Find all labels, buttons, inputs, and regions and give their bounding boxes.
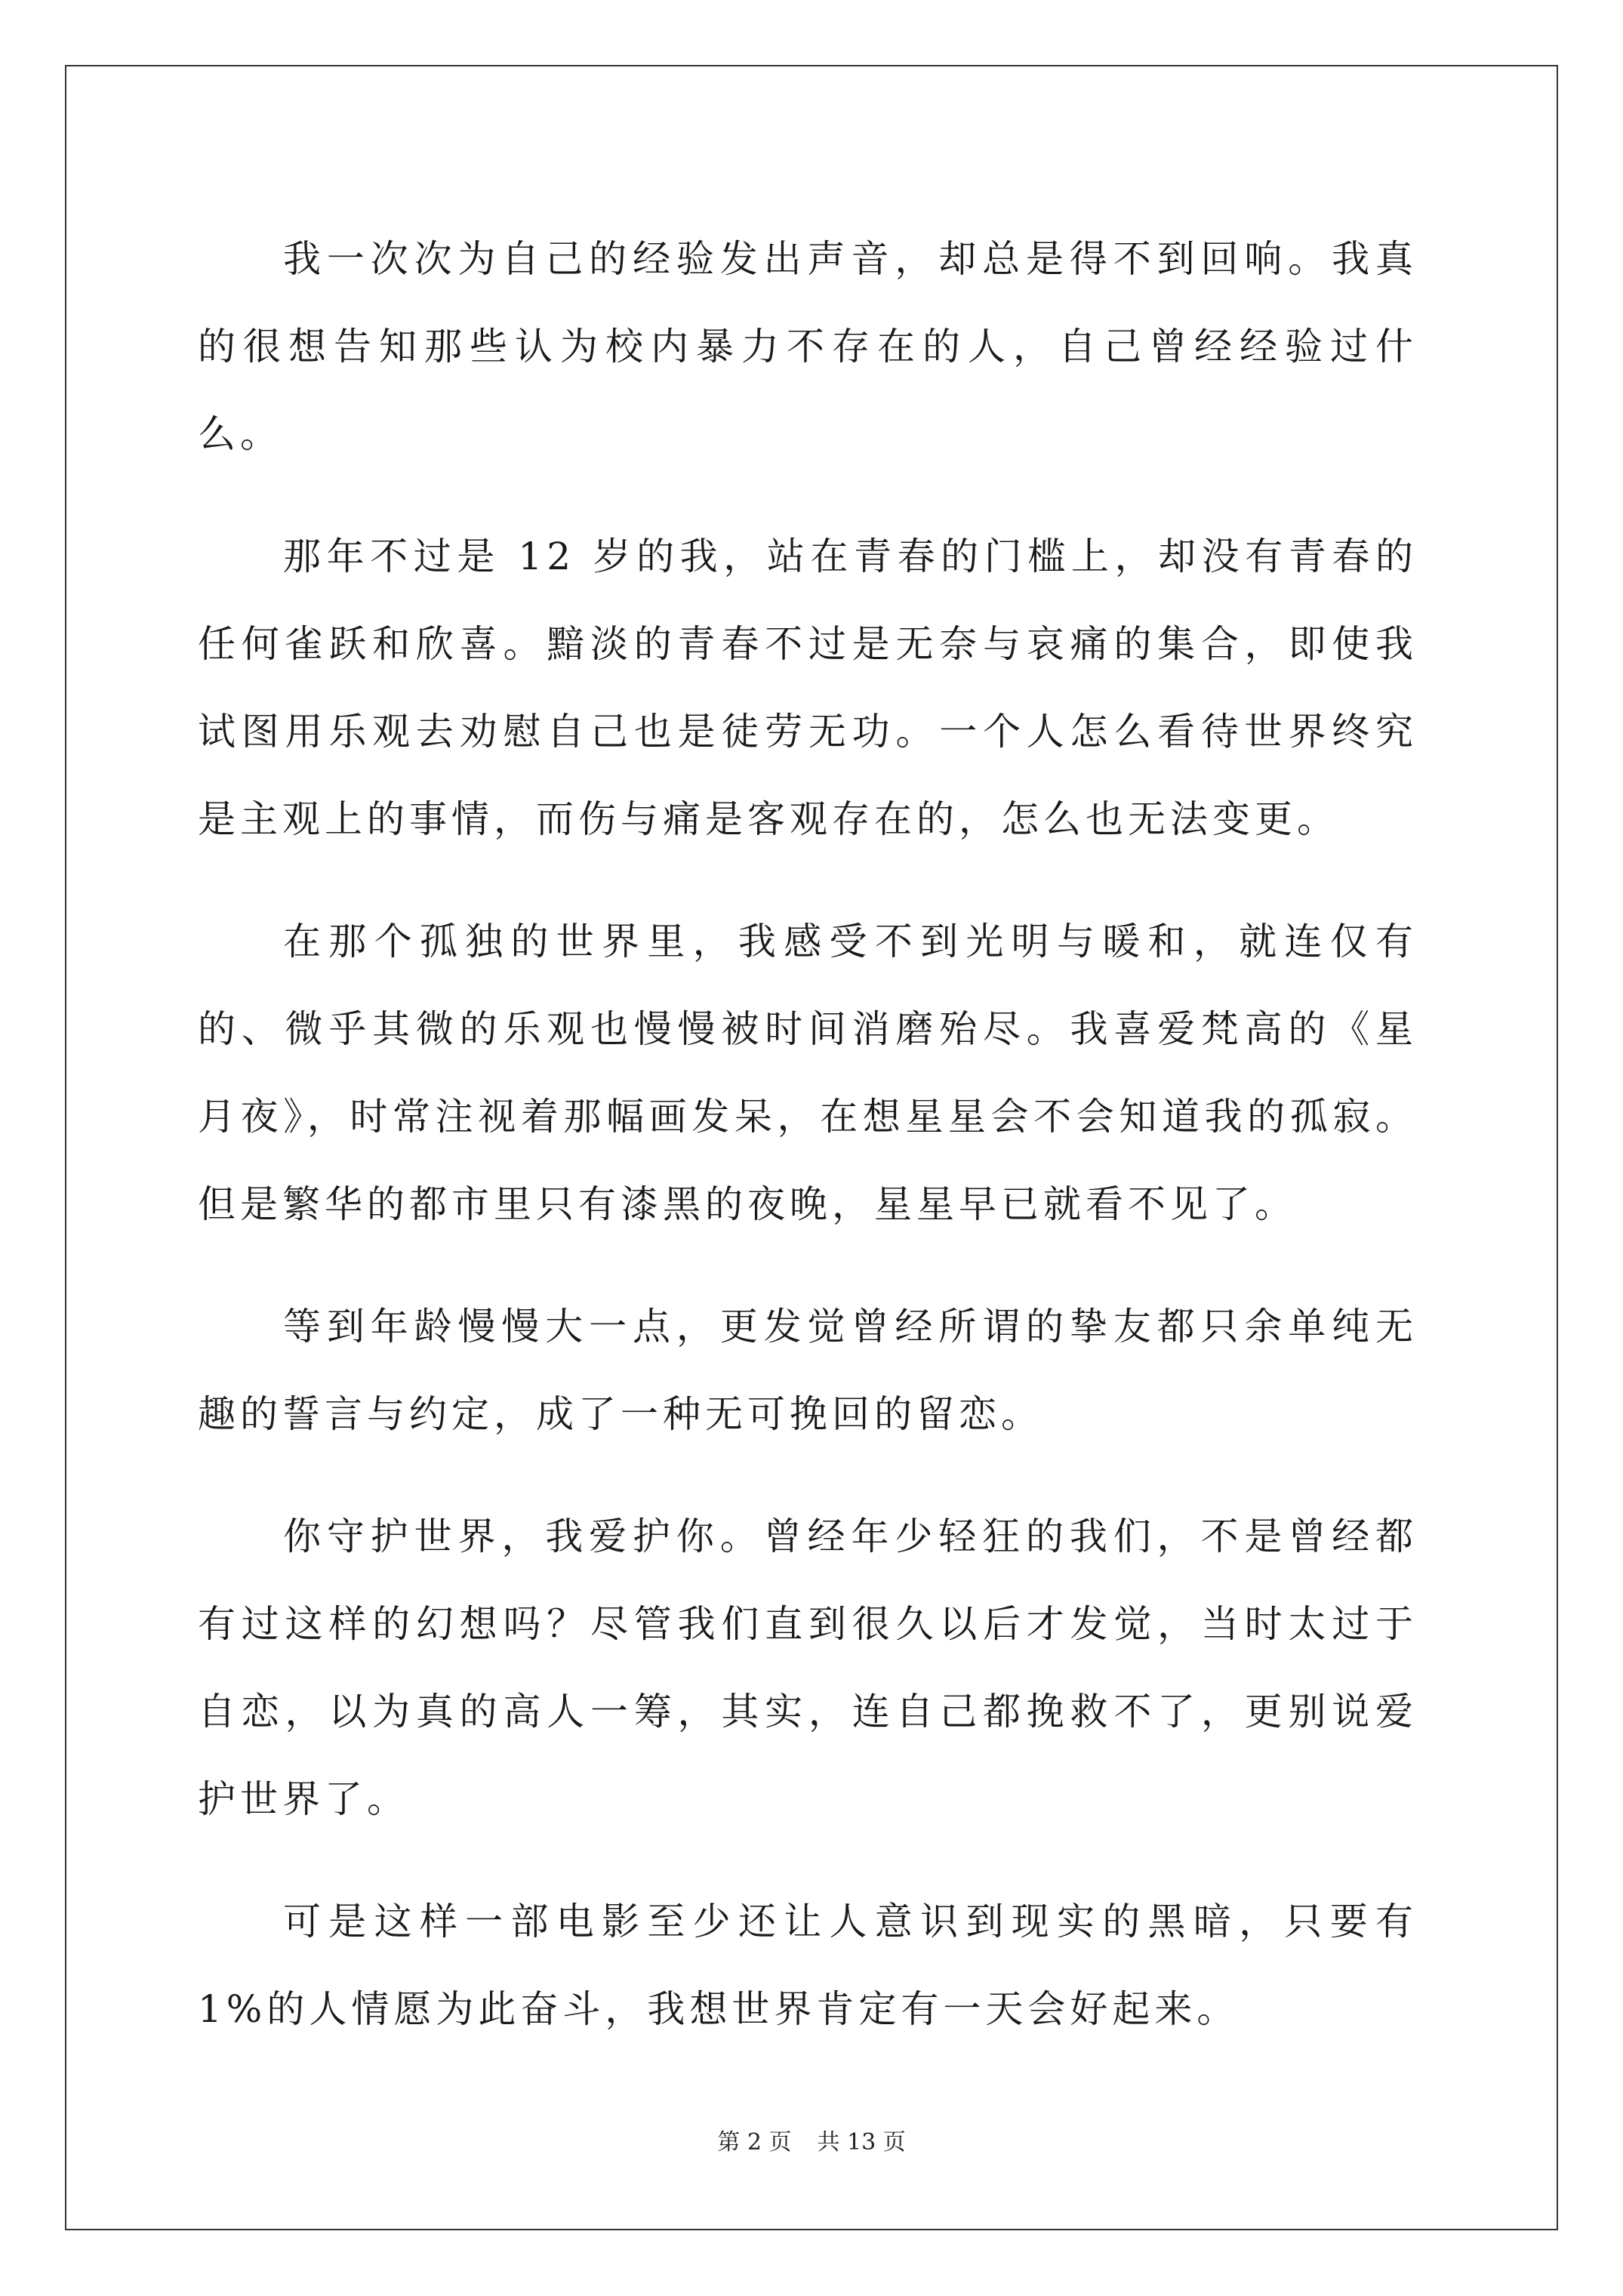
paragraph: 我一次次为自己的经验发出声音，却总是得不到回响。我真的很想告知那些认为校内暴力不存在的人，自己曾经经验过什么。	[198, 237, 1418, 456]
paragraph: 那年不过是 12 岁的我，站在青春的门槛上，却没有青春的任何雀跃和欣喜。黯淡的青春不过是无奈与哀痛的集合，即使我试图用乐观去劝慰自己也是徒劳无功。一个人怎么看待世界终究是主观上的事情，而伤与痛是客观存在的，怎么也无法变更。	[198, 535, 1418, 841]
document-body	[198, 215, 1418, 2088]
paragraph: 你守护世界，我爱护你。曾经年少轻狂的我们，不是曾经都有过这样的幻想吗？尽管我们直到很久以后才发觉，当时太过于自恋，以为真的高人一筹，其实，连自己都挽救不了，更别说爱护世界了。	[198, 1515, 1418, 1821]
page-number: 第 2 页	[717, 2129, 792, 2156]
paragraph: 在那个孤独的世界里，我感受不到光明与暖和，就连仅有的、微乎其微的乐观也慢慢被时间消磨殆尽。我喜爱梵高的《星月夜》，时常注视着那幅画发呆，在想星星会不会知道我的孤寂。但是繁华的都市里只有漆黑的夜晚，星星早已就看不见了。	[198, 920, 1418, 1226]
page-footer	[0, 2128, 1623, 2158]
page-total: 共 13 页	[817, 2129, 906, 2156]
paragraph: 可是这样一部电影至少还让人意识到现实的黑暗，只要有 1%的人情愿为此奋斗，我想世界肯定有一天会好起来。	[198, 1900, 1418, 2031]
paragraph: 等到年龄慢慢大一点，更发觉曾经所谓的挚友都只余单纯无趣的誓言与约定，成了一种无可挽回的留恋。	[198, 1305, 1418, 1436]
